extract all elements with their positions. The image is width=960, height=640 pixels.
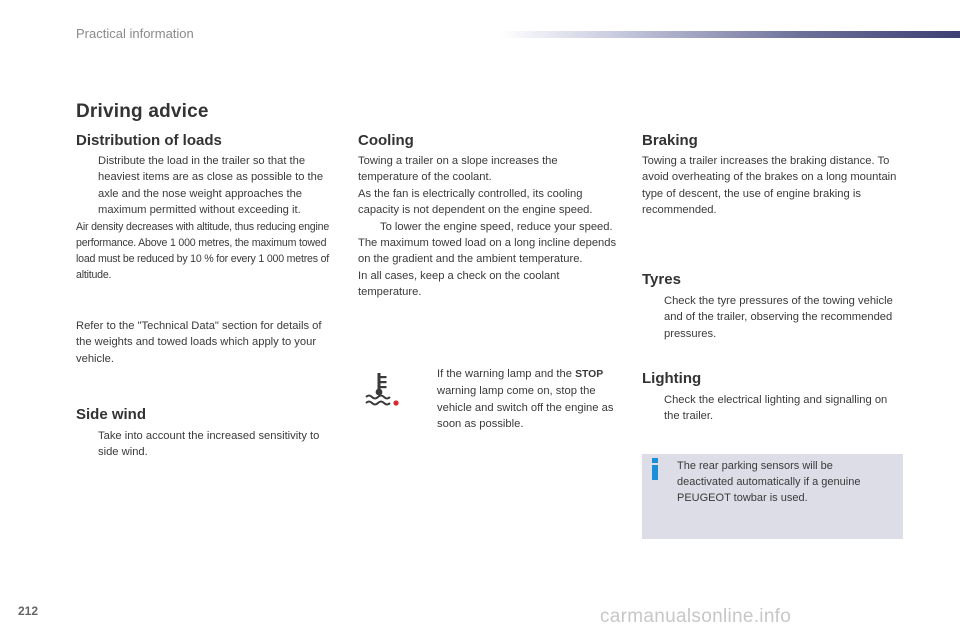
heading-braking: Braking xyxy=(642,132,698,149)
refer-technical-data: Refer to the "Technical Data" section for details of the weights and towed loads which apply to your vehicle. xyxy=(76,320,322,365)
page-header-title: Practical information xyxy=(76,26,194,41)
cooling-bullet: To lower the engine speed, reduce your speed. xyxy=(380,220,613,233)
tyres-bullet: Check the tyre pressures of the towing vehicle and of the trailer, observing the recommended pressures. xyxy=(664,295,893,340)
header-gradient-bar xyxy=(500,31,960,38)
braking-text: Towing a trailer increases the braking distance. To avoid overheating of the brakes on a long mountain type of descent, the use of engine braking is recommended. xyxy=(642,155,897,217)
coolant-temperature-warning-icon xyxy=(360,370,400,408)
cooling-p4: In all cases, keep a check on the coolant temperature. xyxy=(358,269,560,299)
page-title: Driving advice xyxy=(76,101,209,122)
heading-tyres: Tyres xyxy=(642,271,681,288)
distribution-section xyxy=(76,153,338,283)
heading-lighting: Lighting xyxy=(642,370,702,387)
side-wind-bullet: Take into account the increased sensitivity to side wind. xyxy=(98,430,320,459)
altitude-note: Air density decreases with altitude, thus reducing engine performance. Above 1 000 metres, the maximum towed load must be reduced by 10 % for every 1 000 metres of altitude. xyxy=(76,220,330,282)
cooling-p3: The maximum towed load on a long incline depends on the gradient and the ambient temperature. xyxy=(358,237,617,266)
heading-side-wind: Side wind xyxy=(76,406,147,423)
watermark: carmanualsonline.info xyxy=(600,606,792,627)
lighting-bullet: Check the electrical lighting and signalling on the trailer. xyxy=(664,394,888,423)
distribution-bullet: Distribute the load in the trailer so that the heaviest items are as close as possible to the axle and the nose weight approaches the maximum permitted without exceeding it. xyxy=(98,155,324,217)
heading-distribution-of-loads: Distribution of loads xyxy=(76,132,222,149)
heading-cooling: Cooling xyxy=(358,132,414,149)
info-text: The rear parking sensors will be deactivated automatically if a genuine PEUGEOT towbar is used. xyxy=(677,460,861,505)
cooling-p2: As the fan is electrically controlled, its cooling capacity is not dependent on the engine speed. xyxy=(358,187,593,217)
info-icon xyxy=(648,458,662,480)
coolant-warning-bullet: If the warning lamp and the STOP warning lamp come on, stop the vehicle and switch off the engine as soon as possible. xyxy=(437,368,614,431)
stop-label: STOP xyxy=(575,369,604,380)
lighting-section xyxy=(642,392,904,425)
coolant-warning-text xyxy=(415,366,615,433)
side-wind-section xyxy=(76,428,338,461)
cooling-section xyxy=(358,153,620,301)
cooling-p1: Towing a trailer on a slope increases the temperature of the coolant. xyxy=(358,155,558,184)
page-number: 212 xyxy=(18,604,39,618)
tyres-section xyxy=(642,293,904,342)
